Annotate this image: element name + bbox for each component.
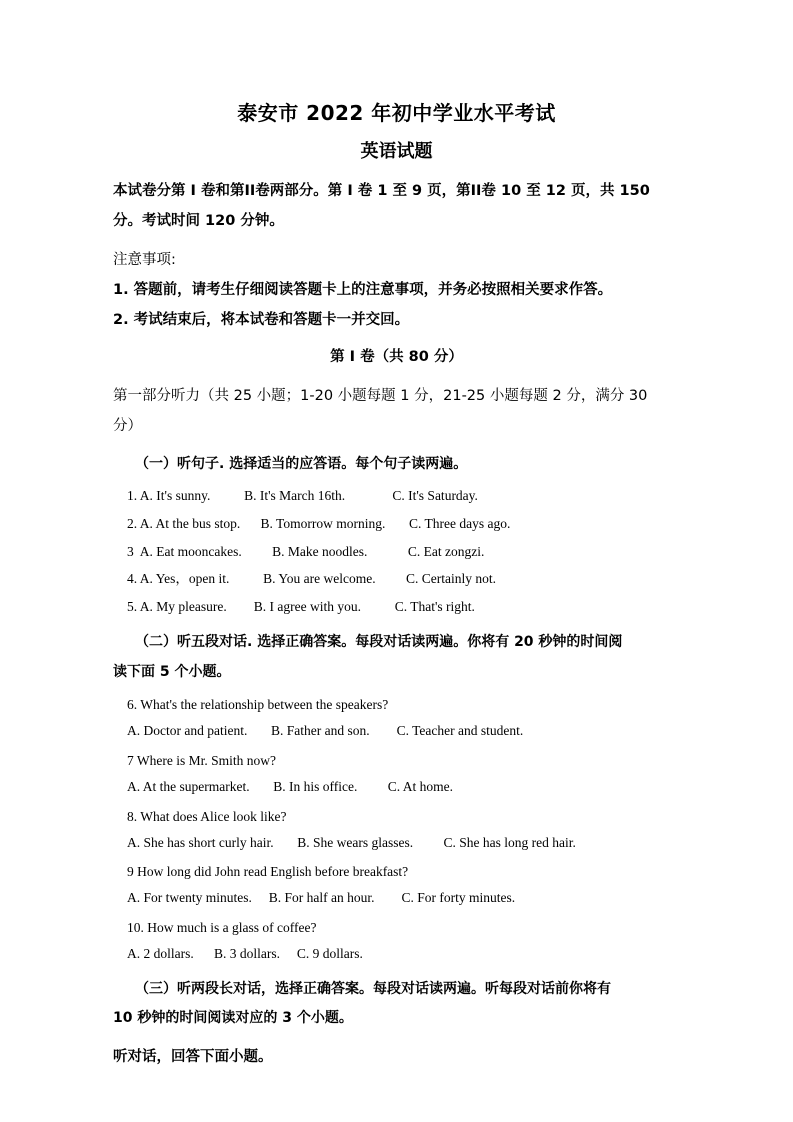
question-stem: 8. What does Alice look like? bbox=[127, 808, 287, 824]
option-b: B. Make noodles. bbox=[272, 543, 368, 559]
option-c: C. At home. bbox=[387, 778, 453, 794]
part-one-heading-line-2: 分） bbox=[113, 418, 142, 435]
option-a: A. She has short curly hair. bbox=[127, 834, 274, 850]
notice-label: 注意事项: bbox=[113, 251, 176, 268]
section-c-heading-line-2: 10 秒钟的时间阅读对应的 3 个小题。 bbox=[113, 1010, 353, 1027]
option-a: A. For twenty minutes. bbox=[127, 890, 252, 906]
question-number: 3 bbox=[127, 543, 134, 559]
option-c: C. Teacher and student. bbox=[396, 722, 524, 738]
option-a: A. Doctor and patient. bbox=[127, 722, 248, 738]
notice-item-2: 2. 考试结束后，将本试卷和答题卡一并交回。 bbox=[113, 312, 410, 329]
list-item bbox=[113, 542, 680, 563]
option-row bbox=[113, 721, 680, 742]
section-b-heading-line-2: 读下面 5 个小题。 bbox=[113, 663, 231, 680]
question-stem: 10. How much is a glass of coffee? bbox=[127, 920, 317, 936]
section-a-heading: （一）听句子. 选择适当的应答语。每个句子读两遍。 bbox=[135, 456, 468, 473]
option-b: B. Tomorrow morning. bbox=[260, 515, 386, 531]
page-title: 泰安市 2022 年初中学业水平考试 bbox=[237, 101, 556, 125]
option-a: A. Eat mooncakes. bbox=[139, 543, 242, 559]
option-b: B. She wears glasses. bbox=[297, 834, 414, 850]
question-stem: 7 Where is Mr. Smith now? bbox=[127, 752, 276, 768]
notice-item-1: 1. 答题前，请考生仔细阅读答题卡上的注意事项，并务必按照相关要求作答。 bbox=[113, 281, 613, 298]
option-row bbox=[113, 777, 680, 798]
page-subtitle: 英语试题 bbox=[360, 141, 433, 162]
intro-line-1: 本试卷分第 I 卷和第II卷两部分。第 I 卷 1 至 9 页，第II卷 10 至 12 页，共 150 bbox=[113, 183, 650, 199]
option-row bbox=[113, 888, 680, 909]
list-item bbox=[113, 514, 680, 535]
option-a: A. At the bus stop. bbox=[139, 515, 241, 531]
question-number: 1. bbox=[127, 487, 138, 503]
option-b: B. For half an hour. bbox=[268, 890, 375, 906]
option-b: B. It's March 16th. bbox=[244, 487, 346, 503]
option-c: C. Certainly not. bbox=[406, 571, 497, 587]
list-item bbox=[113, 486, 680, 507]
option-a: A. It's sunny. bbox=[139, 487, 211, 503]
option-b: B. You are welcome. bbox=[263, 571, 376, 587]
option-b: B. In his office. bbox=[273, 778, 358, 794]
question-stem: 9 How long did John read English before breakfast? bbox=[127, 864, 409, 880]
paper-part-heading: 第 I 卷（共 80 分） bbox=[330, 349, 463, 366]
section-c-instruction: 听对话，回答下面小题。 bbox=[113, 1048, 273, 1065]
option-a: A. 2 dollars. bbox=[127, 946, 194, 962]
list-item bbox=[113, 597, 680, 618]
option-c: C. For forty minutes. bbox=[401, 890, 516, 906]
option-b: B. I agree with you. bbox=[253, 599, 361, 615]
option-a: A. At the supermarket. bbox=[127, 778, 250, 794]
option-a: A. My pleasure. bbox=[139, 599, 227, 615]
option-b: B. Father and son. bbox=[270, 722, 370, 738]
option-c: C. Eat zongzi. bbox=[407, 543, 485, 559]
part-one-heading-line-1: 第一部分听力（共 25 小题；1-20 小题每题 1 分，21-25 小题每题 2 分，满分 30 bbox=[113, 387, 648, 404]
option-b: B. 3 dollars. bbox=[214, 946, 280, 962]
option-a: A. Yes，open it. bbox=[139, 571, 230, 587]
list-item bbox=[113, 569, 680, 590]
option-row bbox=[113, 944, 680, 965]
question-number: 2. bbox=[127, 515, 138, 531]
option-c: C. She has long red hair. bbox=[443, 834, 576, 850]
option-c: C. It's Saturday. bbox=[392, 487, 478, 503]
question-stem: 6. What's the relationship between the speakers? bbox=[127, 696, 389, 712]
intro-line-2: 分。考试时间 120 分钟。 bbox=[113, 213, 284, 230]
question-number: 5. bbox=[127, 599, 138, 615]
option-c: C. That's right. bbox=[394, 599, 475, 615]
option-c: C. 9 dollars. bbox=[296, 946, 363, 962]
option-row bbox=[113, 833, 680, 854]
option-c: C. Three days ago. bbox=[408, 515, 511, 531]
question-number: 4. bbox=[127, 571, 138, 587]
section-c-heading-line-1: （三）听两段长对话，选择正确答案。每段对话读两遍。听每段对话前你将有 bbox=[135, 981, 611, 998]
section-b-heading-line-1: （二）听五段对话. 选择正确答案。每段对话读两遍。你将有 20 秒钟的时间阅 bbox=[135, 634, 623, 651]
